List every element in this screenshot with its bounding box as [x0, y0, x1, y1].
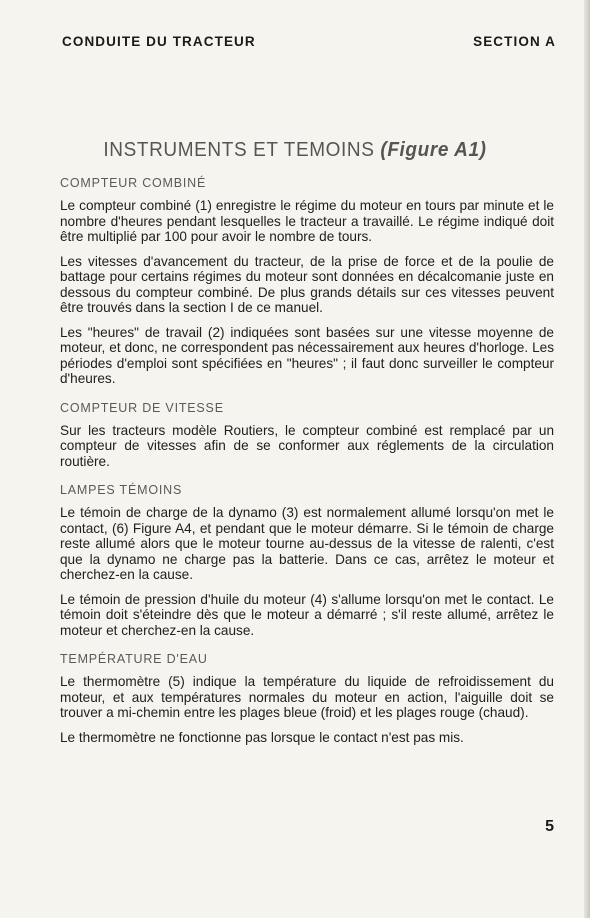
page-title [0, 139, 590, 162]
figure-reference: (Figure A1) [380, 139, 487, 162]
paragraph: Le compteur combiné (1) enregistre le régime du moteur en tours par minute et le nombre d'heures pendant lesquelles le tracteur a travaillé. Le régime indiqué doit être multiplié par 100 pour avoir le nombre de tours. [60, 198, 554, 244]
section-heading: COMPTEUR COMBINÉ [60, 176, 207, 190]
section-heading: LAMPES TÉMOINS [60, 483, 183, 497]
paragraph: Les "heures" de travail (2) indiquées sont basées sur une vitesse moyenne de moteur, et donc, ne correspondent pas nécessairement aux heures d'horloge. Les périodes d'emploi sont spécifiées en "heures" ; il faut donc surveiller le compteur d'heures. [60, 324, 554, 386]
section-heading: COMPTEUR DE VITESSE [60, 400, 224, 415]
section-temperature-eau [60, 652, 554, 745]
body-content [60, 176, 554, 759]
paragraph: Le thermomètre (5) indique la température du liquide de refroidissement du moteur, et aux températures normales du moteur en action, l'aiguille doit se trouver a mi-chemin entre les plages bleue (froid) et les plages rouge (chaud). [60, 674, 554, 720]
paragraph: Sur les tracteurs modèle Routiers, le compteur combiné est remplacé par un compteur de vitesses afin de se conformer aux réglements de la circulation routière. [60, 422, 554, 469]
paragraph: Les vitesses d'avancement du tracteur, de la prise de force et de la poulie de battage pour certains régimes du moteur sont données en décalcomanie juste en dessous du compteur combiné. De plus grands détails sur ces vitesses peuvent être trouvés dans la section I de ce manuel. [60, 253, 554, 315]
running-header [62, 34, 556, 49]
page-edge-shadow [584, 0, 590, 918]
page-number: 5 [545, 818, 554, 835]
header-section-label: SECTION A [473, 34, 556, 49]
section-compteur-combine [60, 176, 554, 387]
section-heading: TEMPÉRATURE D'EAU [60, 652, 208, 666]
paragraph: Le thermomètre ne fonctionne pas lorsque le contact n'est pas mis. [60, 729, 464, 745]
section-lampes-temoins [60, 483, 554, 638]
header-chapter-title: CONDUITE DU TRACTEUR [62, 34, 256, 49]
section-compteur-de-vitesse [60, 401, 554, 470]
paragraph: Le témoin de charge de la dynamo (3) est normalement allumé lorsqu'on met le contact, (6) Figure A4, et pendant que le moteur démarre. Si le témoin de charge reste allumé alors que le moteur tourne au-dessus de la vitesse de ralenti, c'est que la dynamo ne charge pas la batterie. Dans ce cas, arrêtez le moteur et cherchez-en la cause. [60, 505, 554, 582]
paragraph: Le témoin de pression d'huile du moteur (4) s'allume lorsqu'on met le contact. Le témoin doit s'éteindre dès que le moteur a démarré ; s'il reste allumé, arrêtez le moteur et cherchez-en la cause. [60, 591, 554, 638]
page-title-text: INSTRUMENTS ET TEMOINS [103, 139, 375, 162]
